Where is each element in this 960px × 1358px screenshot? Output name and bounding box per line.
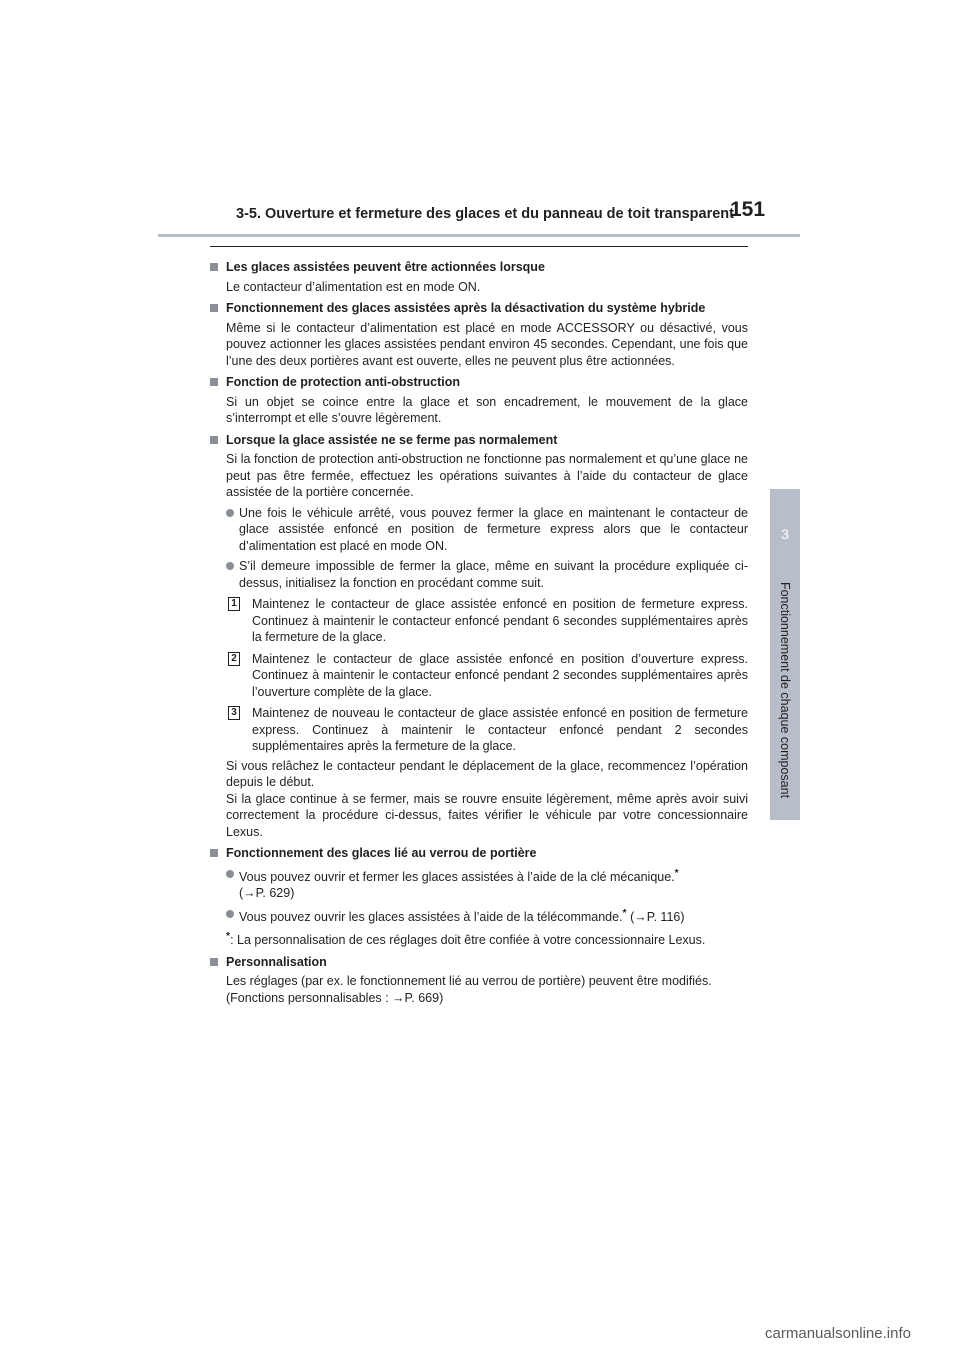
page-reference: (→P. 116) [630, 909, 685, 924]
section-heading: Lorsque la glace assistée ne se ferme pas normalement [210, 432, 748, 449]
section-heading: Fonctionnement des glaces assistées après la désactivation du système hybride [210, 300, 748, 317]
section-heading: Personnalisation [210, 954, 748, 971]
circle-bullet-icon [226, 562, 234, 570]
header-rule [158, 234, 800, 237]
chapter-tab-number: 3 [781, 526, 789, 542]
circle-bullet-icon [226, 509, 234, 517]
footnote-star: * [622, 907, 627, 919]
step-number-badge: 2 [228, 652, 240, 666]
list-item: Vous pouvez ouvrir les glaces assistées à l’aide de la télécommande.* (→P. 116) [210, 906, 748, 926]
section-text: Si vous relâchez le contacteur pendant le déplacement de la glace, recommencez l’opération depuis le début. Si la glace continue à se fermer, mais se rouvre ensuite légèrement, même après avoir suivi correctement la procédure ci-dessus, faites vérifier le véhicule par votre concessionnaire Lexus. [226, 758, 748, 839]
section-heading: Les glaces assistées peuvent être actionnées lorsque [210, 259, 748, 276]
square-bullet-icon [210, 849, 218, 857]
page-number: 151 [730, 198, 766, 221]
section-heading: Fonctionnement des glaces lié au verrou de portière [210, 845, 748, 862]
chapter-tab-label: Fonctionnement de chaque composant [778, 581, 792, 799]
square-bullet-icon [210, 304, 218, 312]
content-rule [210, 246, 748, 247]
procedure-step: 3 Maintenez de nouveau le contacteur de glace assistée enfoncé en position de fermeture express. Continuez à maintenir le contacteur enfoncé pendant 2 secondes supplémentaires après la fermeture de la glace. [210, 705, 748, 755]
circle-bullet-icon [226, 910, 234, 918]
square-bullet-icon [210, 263, 218, 271]
list-item: Une fois le véhicule arrêté, vous pouvez fermer la glace en maintenant le contacteur de glace assistée enfoncé en position de fermeture express alors que le contacteur d’alimentation est placé en mode ON. [210, 505, 748, 555]
square-bullet-icon [210, 958, 218, 966]
list-item: Vous pouvez ouvrir et fermer les glaces assistées à l’aide de la clé mécanique.* (→P. 629) [210, 866, 748, 902]
watermark: carmanualsonline.info [765, 1325, 911, 1342]
page-content [210, 259, 748, 1006]
section-text: Les réglages (par ex. le fonctionnement lié au verrou de portière) peuvent être modifiés. (Fonctions personnalisables : →P. 669) [226, 974, 712, 1005]
procedure-step: 1 Maintenez le contacteur de glace assistée enfoncé en position de fermeture express. Continuez à maintenir le contacteur enfoncé pendant 6 secondes supplémentaires après la fermeture de la glace. [210, 596, 748, 646]
section-text: Le contacteur d’alimentation est en mode ON. [226, 279, 481, 294]
step-number-badge: 3 [228, 706, 240, 720]
footnote: *: La personnalisation de ces réglages doit être confiée à votre concessionnaire Lexus. [226, 931, 706, 948]
procedure-step: 2 Maintenez le contacteur de glace assistée enfoncé en position d’ouverture express. Continuez à maintenir le contacteur enfoncé pendant 2 secondes supplémentaires après l’ouverture complète de la glace. [210, 651, 748, 701]
section-heading: Fonction de protection anti-obstruction [210, 374, 748, 391]
square-bullet-icon [210, 436, 218, 444]
footnote-star: * [674, 867, 679, 879]
section-text: Même si le contacteur d’alimentation est placé en mode ACCESSORY ou désactivé, vous pouvez actionner les glaces assistées pendant environ 45 secondes. Cependant, une fois que l’une des deux portières avant est ouverte, elles ne peuvent plus être actionnées. [226, 320, 748, 368]
footnote-star: * [226, 931, 231, 943]
square-bullet-icon [210, 378, 218, 386]
section-text: Si un objet se coince entre la glace et son encadrement, le mouvement de la glace s’interrompt et elle s’ouvre légèrement. [226, 394, 748, 425]
page-reference: (→P. 629) [239, 886, 295, 901]
running-header-title: 3-5. Ouverture et fermeture des glaces et du panneau de toit transparent [236, 206, 734, 222]
section-text: Si la fonction de protection anti-obstruction ne fonctionne pas normalement et qu’une glace ne peut pas être fermée, effectuez les opérations suivantes à l’aide du contacteur de glace assistée de la portière concernée. [226, 452, 748, 499]
list-item: S’il demeure impossible de fermer la glace, même en suivant la procédure expliquée ci-dessus, initialisez la fonction en procédant comme suit. [210, 558, 748, 591]
circle-bullet-icon [226, 870, 234, 878]
step-number-badge: 1 [228, 597, 240, 611]
